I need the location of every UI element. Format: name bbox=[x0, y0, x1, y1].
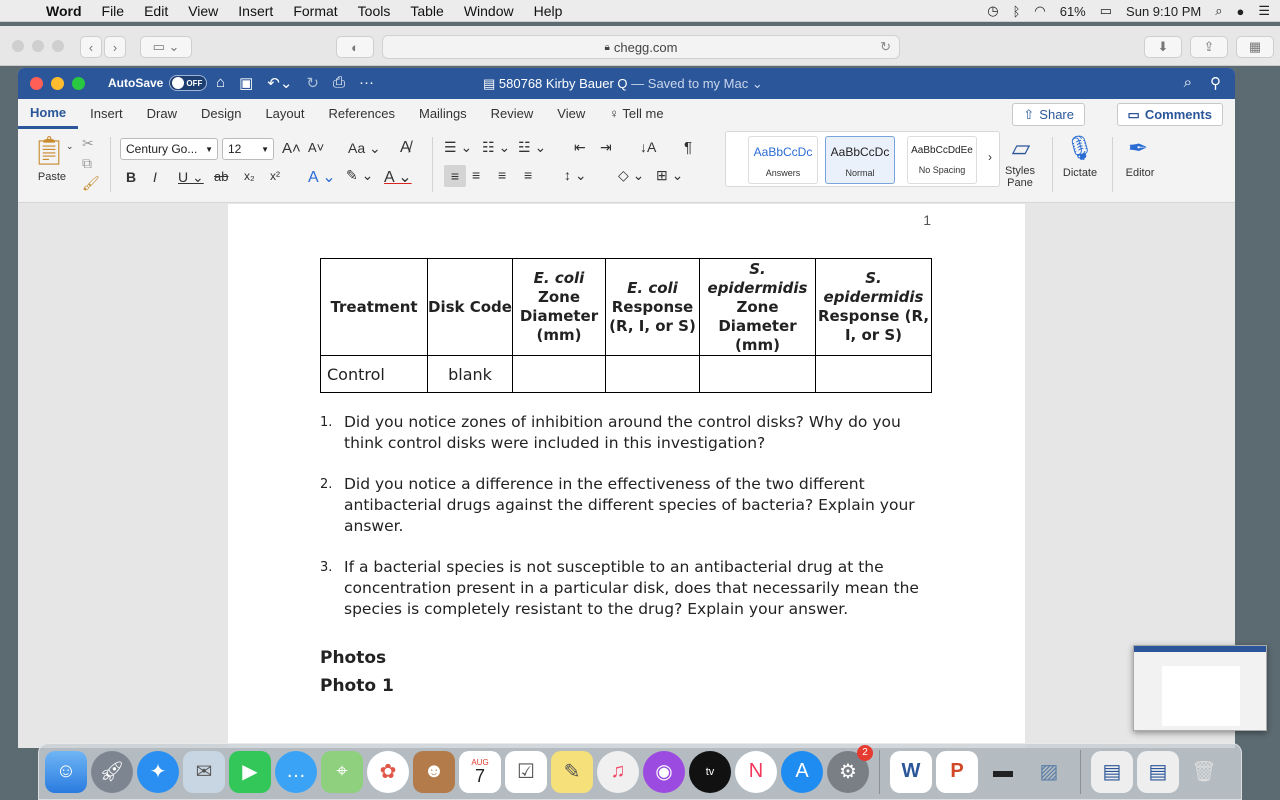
save-status: — Saved to my Mac bbox=[631, 76, 749, 91]
table-cell[interactable] bbox=[606, 356, 700, 393]
lightbulb-icon: ♀ bbox=[609, 106, 623, 121]
multilevel-list-icon[interactable]: ☳ ⌄ bbox=[518, 139, 547, 155]
safari-shield-icon[interactable]: ◐ bbox=[336, 36, 374, 58]
minimized-document-icon[interactable]: ▤ bbox=[1137, 751, 1179, 793]
numbering-icon[interactable]: ☷ ⌄ bbox=[482, 139, 511, 155]
header-text: Response (R, I, or S) bbox=[609, 297, 696, 335]
line-spacing-icon[interactable]: ↕ ⌄ bbox=[564, 167, 587, 183]
powerpoint-app-icon[interactable]: P bbox=[936, 751, 978, 793]
time-machine-icon[interactable]: ◷ bbox=[987, 3, 999, 18]
document-page[interactable] bbox=[228, 204, 1025, 748]
copy-icon[interactable]: ⧉ bbox=[82, 155, 92, 171]
tab-tell-me[interactable] bbox=[597, 99, 675, 129]
header-organism: S. epidermidis bbox=[707, 259, 808, 297]
document-name: 580768 Kirby Bauer Q bbox=[498, 76, 628, 91]
safari-window-controls bbox=[12, 40, 64, 52]
safari-tabs-button[interactable]: ▦ bbox=[1236, 36, 1274, 58]
menu-insert[interactable]: Insert bbox=[238, 2, 274, 19]
screenshot-thumbnail[interactable] bbox=[1133, 645, 1267, 731]
header-text: Zone Diameter (mm) bbox=[519, 288, 599, 344]
photos-heading: Photos bbox=[320, 648, 387, 668]
table-header-cell[interactable] bbox=[428, 259, 513, 356]
ribbon-tabs bbox=[18, 99, 1235, 129]
launchpad-icon[interactable]: 🚀︎ bbox=[91, 751, 133, 793]
more-icon[interactable]: ··· bbox=[358, 74, 374, 91]
question-text: Did you notice a difference in the effectiveness of the two different antibacterial drugs against the different species of bacteria? Explain your answer. bbox=[344, 475, 915, 535]
close-window-button[interactable] bbox=[30, 77, 43, 90]
bullets-icon[interactable]: ☰ ⌄ bbox=[444, 139, 473, 155]
app-store-icon[interactable]: A bbox=[781, 751, 823, 793]
question-item[interactable] bbox=[320, 474, 940, 537]
table-cell[interactable] bbox=[700, 356, 816, 393]
photos-section bbox=[320, 644, 394, 700]
header-text: Zone Diameter (mm) bbox=[718, 297, 797, 354]
safari-url-text: chegg.com bbox=[613, 39, 678, 55]
editor-label[interactable]: Editor bbox=[1125, 167, 1155, 179]
align-left-icon[interactable]: ≡ bbox=[444, 165, 466, 187]
change-case-icon[interactable]: Aa ⌄ bbox=[348, 140, 381, 156]
calendar-day: 7 bbox=[474, 766, 485, 786]
question-number: 2. bbox=[320, 477, 333, 492]
wifi-icon[interactable]: ◠ bbox=[1034, 3, 1046, 18]
menu-edit[interactable]: Edit bbox=[144, 2, 169, 19]
document-area[interactable] bbox=[18, 204, 1235, 748]
table-header-cell[interactable] bbox=[700, 259, 816, 356]
table-header-row bbox=[321, 259, 932, 356]
share-icon: ⇧ bbox=[1023, 106, 1035, 122]
word-window bbox=[18, 68, 1235, 748]
safari-address-bar[interactable] bbox=[382, 35, 900, 59]
safari-forward-button[interactable]: › bbox=[104, 36, 126, 58]
tab-references[interactable]: References bbox=[328, 106, 395, 121]
safari-sidebar-button[interactable]: ▭ ⌄ bbox=[140, 36, 192, 58]
music-icon[interactable]: ♫ bbox=[597, 751, 639, 793]
menu-help[interactable]: Help bbox=[533, 2, 563, 19]
undo-icon[interactable]: ↶⌄ bbox=[267, 75, 293, 92]
lock-icon: 🔒︎ bbox=[604, 41, 610, 53]
menu-format[interactable]: Format bbox=[293, 2, 338, 19]
siri-icon[interactable]: ● bbox=[1236, 3, 1245, 19]
comments-button[interactable] bbox=[1117, 103, 1223, 126]
menu-tools[interactable]: Tools bbox=[357, 2, 391, 19]
reload-icon[interactable]: ↻ bbox=[880, 39, 891, 54]
results-table[interactable] bbox=[320, 258, 932, 393]
reminders-icon[interactable]: ☑ bbox=[505, 751, 547, 793]
bluetooth-icon[interactable]: ᛒ bbox=[1012, 3, 1021, 19]
font-size-select[interactable]: 12 ▼ bbox=[222, 138, 274, 160]
system-preferences-badge: 2 bbox=[857, 745, 873, 761]
tab-review[interactable]: Review bbox=[490, 106, 534, 121]
header-text: Treatment bbox=[330, 297, 418, 316]
decrease-indent-icon[interactable]: ⇤ bbox=[574, 139, 586, 155]
style-normal[interactable] bbox=[825, 136, 895, 184]
safari-downloads-button[interactable]: ⬇ bbox=[1144, 36, 1182, 58]
bold-button[interactable]: B bbox=[126, 169, 137, 185]
paste-icon[interactable]: 📋︎ bbox=[31, 134, 67, 166]
table-cell[interactable]: Control bbox=[321, 356, 428, 393]
photo-1-heading: Photo 1 bbox=[320, 676, 394, 696]
header-organism: E. coli bbox=[533, 269, 585, 287]
home-ribbon bbox=[18, 129, 1235, 203]
editor-icon[interactable]: ✒ bbox=[1127, 134, 1149, 162]
finder-icon[interactable]: ☺ bbox=[45, 751, 87, 793]
header-organism: E. coli bbox=[627, 278, 678, 297]
messages-icon[interactable]: … bbox=[275, 751, 317, 793]
menu-window[interactable]: Window bbox=[463, 2, 514, 19]
news-icon[interactable]: N bbox=[735, 751, 777, 793]
comment-icon: ▭ bbox=[1127, 106, 1140, 122]
share-label: Share bbox=[1039, 107, 1074, 122]
styles-pane-icon[interactable]: ▱ bbox=[1011, 134, 1031, 162]
calendar-month: AUG bbox=[471, 758, 489, 767]
header-organism: S. epidermidis bbox=[823, 269, 924, 306]
autosave-label: AutoSave bbox=[108, 76, 164, 90]
tab-mailings[interactable]: Mailings bbox=[418, 106, 467, 121]
photos-icon[interactable]: ✿ bbox=[367, 751, 409, 793]
question-number: 3. bbox=[320, 560, 333, 575]
styles-next-icon[interactable]: › bbox=[988, 150, 992, 164]
document-title[interactable]: ▤ 580768 Kirby Bauer Q — Saved to my Mac ⌄ bbox=[483, 76, 763, 91]
table-header-cell[interactable] bbox=[816, 259, 932, 356]
facetime-icon[interactable]: ▶ bbox=[229, 751, 271, 793]
microphone-icon[interactable]: 🎙︎ bbox=[1064, 134, 1096, 162]
search-icon[interactable]: ⌕ bbox=[1183, 74, 1192, 91]
paste-dropdown-icon[interactable]: ⌄ bbox=[66, 141, 74, 151]
styles-pane-label[interactable]: Styles Pane bbox=[1005, 165, 1035, 189]
question-text: Did you notice zones of inhibition around the control disks? Why do you think control disks were included in this investigation? bbox=[344, 413, 901, 452]
tab-draw[interactable]: Draw bbox=[146, 106, 177, 121]
font-name-select[interactable]: Century Go... ▼ bbox=[120, 138, 218, 160]
style-answers-sample: AaBbCcDc bbox=[753, 145, 813, 159]
system-preferences-icon[interactable]: ⚙ 2 bbox=[827, 751, 869, 793]
safari-icon[interactable]: ✦ bbox=[137, 751, 179, 793]
menu-table[interactable]: Table bbox=[410, 2, 444, 19]
preview-icon[interactable]: ▨ bbox=[1039, 761, 1059, 783]
underline-button[interactable]: U ⌄ bbox=[178, 169, 204, 185]
safari-share-button[interactable]: ⇪ bbox=[1190, 36, 1228, 58]
battery-percent[interactable]: 61% bbox=[1059, 3, 1086, 19]
autosave-control[interactable] bbox=[108, 75, 207, 91]
style-normal-name: Normal bbox=[845, 168, 875, 178]
header-text: Response (R, I, or S) bbox=[817, 307, 930, 344]
menu-view[interactable]: View bbox=[188, 2, 219, 19]
text-effects-icon[interactable]: A ⌄ bbox=[308, 169, 336, 186]
tab-insert[interactable]: Insert bbox=[90, 106, 123, 121]
quick-access-toolbar bbox=[216, 74, 374, 92]
tab-design[interactable]: Design bbox=[200, 106, 242, 121]
borders-icon[interactable]: ⊞ ⌄ bbox=[656, 167, 684, 183]
style-no-spacing-name: No Spacing bbox=[918, 165, 966, 175]
tab-home[interactable]: Home bbox=[18, 99, 78, 129]
font-name-value: Century Go... bbox=[126, 142, 198, 156]
show-formatting-icon[interactable]: ¶ bbox=[684, 139, 693, 156]
safari-back-button[interactable]: ‹ bbox=[80, 36, 102, 58]
menu-file[interactable]: File bbox=[101, 2, 125, 19]
shrink-font-icon[interactable]: A˅ bbox=[308, 140, 325, 155]
italic-button[interactable]: I bbox=[153, 169, 157, 185]
font-size-value: 12 bbox=[228, 142, 242, 156]
podcasts-icon[interactable]: ◉ bbox=[643, 751, 685, 793]
sort-icon[interactable]: ↓A bbox=[640, 139, 657, 155]
cut-icon[interactable]: ✂ bbox=[82, 135, 94, 151]
safari-window-toolbar bbox=[0, 26, 1280, 66]
tab-view[interactable]: View bbox=[557, 106, 586, 121]
redo-icon[interactable]: ↻ bbox=[306, 75, 319, 92]
align-center-icon[interactable]: ≡ bbox=[472, 167, 481, 183]
table-cell[interactable] bbox=[513, 356, 606, 393]
autosave-state: OFF bbox=[186, 78, 203, 88]
apple-tv-icon[interactable] bbox=[689, 751, 731, 793]
table-cell[interactable] bbox=[816, 356, 932, 393]
save-icon[interactable]: ▣ bbox=[239, 75, 254, 92]
page-number: 1 bbox=[923, 212, 931, 228]
subscript-button[interactable]: x₂ bbox=[244, 169, 255, 183]
question-text: If a bacterial species is not susceptible to an antibacterial drug at the concentration present in a particular disk, does that necessarily mean the species is completely resistant to the drug? Explain your answer. bbox=[344, 558, 919, 618]
question-item[interactable] bbox=[320, 412, 940, 454]
notification-center-icon[interactable]: ☰ bbox=[1258, 3, 1270, 18]
window-controls bbox=[30, 77, 85, 90]
grow-font-icon[interactable]: A˄ bbox=[282, 140, 301, 157]
battery-icon[interactable]: ▭ bbox=[1099, 3, 1113, 18]
comments-label: Comments bbox=[1144, 107, 1212, 122]
format-painter-icon[interactable]: 🖌︎ bbox=[82, 175, 100, 191]
home-icon[interactable]: ⌂ bbox=[216, 74, 226, 91]
printer-icon[interactable]: ▬ bbox=[993, 760, 1013, 782]
question-number: 1. bbox=[320, 415, 333, 430]
minimize-window-button[interactable] bbox=[51, 77, 64, 90]
word-titlebar bbox=[18, 68, 1235, 99]
shading-icon[interactable]: ◇ ⌄ bbox=[618, 167, 645, 183]
tab-layout[interactable]: Layout bbox=[265, 106, 305, 121]
table-header-cell[interactable] bbox=[321, 259, 428, 356]
minimized-document-icon[interactable]: ▤ bbox=[1091, 751, 1133, 793]
header-text: Disk Code bbox=[428, 297, 512, 316]
strikethrough-button[interactable]: ab bbox=[214, 169, 229, 184]
style-answers[interactable] bbox=[748, 136, 818, 184]
titlebar-right bbox=[1184, 74, 1221, 92]
calendar-icon[interactable] bbox=[459, 751, 501, 793]
style-normal-sample: AaBbCcDc bbox=[830, 145, 890, 159]
account-icon[interactable]: ⚲ bbox=[1210, 75, 1221, 92]
font-color-icon[interactable]: A ⌄ bbox=[384, 169, 412, 186]
autosave-toggle[interactable] bbox=[169, 75, 207, 91]
styles-gallery bbox=[725, 131, 1000, 187]
contacts-icon[interactable]: ☻ bbox=[413, 751, 455, 793]
maps-icon[interactable]: ⌖ bbox=[321, 751, 363, 793]
tell-me-label: Tell me bbox=[622, 106, 664, 121]
notes-icon[interactable]: ✎ bbox=[551, 751, 593, 793]
clear-formatting-icon[interactable]: A̸ bbox=[400, 139, 411, 156]
justify-icon[interactable]: ≡ bbox=[524, 167, 533, 183]
spotlight-search-icon[interactable]: ⌕ bbox=[1215, 3, 1223, 18]
superscript-button[interactable]: x² bbox=[270, 169, 280, 183]
macos-dock bbox=[38, 743, 1242, 800]
table-row bbox=[321, 356, 932, 393]
question-list bbox=[320, 412, 940, 640]
align-right-icon[interactable]: ≡ bbox=[498, 167, 507, 183]
word-app-icon[interactable]: W bbox=[890, 751, 932, 793]
question-item[interactable] bbox=[320, 557, 940, 620]
paste-label[interactable]: Paste bbox=[37, 171, 67, 183]
menubar-clock[interactable]: Sun 9:10 PM bbox=[1126, 3, 1202, 19]
print-icon[interactable]: ⎙ bbox=[332, 74, 345, 91]
table-cell[interactable]: blank bbox=[428, 356, 513, 393]
highlight-icon[interactable]: ✎ ⌄ bbox=[346, 167, 374, 183]
share-button[interactable] bbox=[1012, 103, 1085, 126]
style-no-spacing[interactable] bbox=[907, 136, 977, 184]
apple-tv-label: tv bbox=[705, 765, 715, 778]
style-no-spacing-sample: AaBbCcDdEe bbox=[911, 145, 973, 156]
table-header-cell[interactable] bbox=[606, 259, 700, 356]
menu-app-word[interactable]: Word bbox=[46, 2, 82, 19]
increase-indent-icon[interactable]: ⇥ bbox=[600, 139, 612, 155]
trash-icon[interactable]: 🗑︎ bbox=[1191, 761, 1217, 783]
macos-menubar bbox=[0, 0, 1280, 22]
zoom-window-button[interactable] bbox=[72, 77, 85, 90]
dictate-label[interactable]: Dictate bbox=[1062, 167, 1098, 179]
word-doc-icon: ▤ bbox=[483, 76, 499, 91]
style-answers-name: Answers bbox=[765, 168, 801, 178]
mail-icon[interactable]: ✉ bbox=[183, 751, 225, 793]
table-header-cell[interactable] bbox=[513, 259, 606, 356]
